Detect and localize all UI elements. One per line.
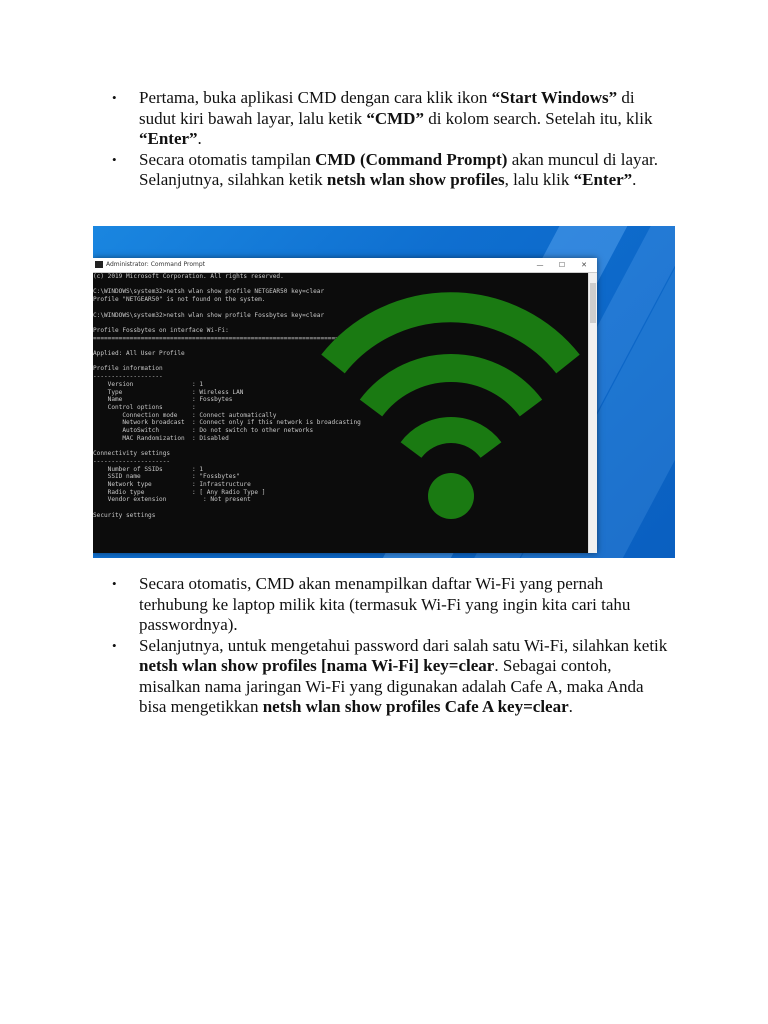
console-line: C:\WINDOWS\system32>netsh wlan show profile Fossbytes key=clear [93, 311, 325, 319]
bold-text: “Enter” [139, 129, 198, 148]
console-line: Network broadcast : Connect only if this network is broadcasting [93, 419, 361, 427]
body-text: Selanjutnya, untuk mengetahui password dari salah satu Wi-Fi, silahkan ketik [139, 635, 668, 655]
console-scrollbar[interactable] [588, 273, 597, 553]
wifi-arc-middle [371, 368, 531, 408]
console-line: --------------------- [93, 457, 171, 465]
console-line: Security settings [93, 511, 156, 519]
bullet-item [112, 636, 672, 718]
wifi-arc-inner [411, 430, 491, 450]
console-line: Vendor extension : Not present [93, 496, 251, 504]
console-line: Control options : [93, 403, 196, 411]
wifi-icon [313, 286, 583, 526]
body-text: Secara otomatis tampilan [139, 149, 316, 169]
body-text: . [197, 129, 202, 148]
bold-text: CMD (Command Prompt) [315, 149, 508, 169]
console-line: Profile "NETGEAR50" is not found on the system. [93, 296, 266, 304]
bold-text: netsh wlan show profiles [nama Wi-Fi] key=clear [139, 656, 495, 675]
console-line: Applied: All User Profile [93, 350, 185, 358]
console-line: Type : Wireless LAN [93, 388, 244, 396]
body-text: . Sebagai contoh, misalkan nama jaringan Wi-Fi yang digunakan adalah Cafe A, maka Anda bisa mengetikkan [139, 656, 644, 716]
close-button[interactable]: ✕ [581, 261, 587, 269]
console-line: Profile information [93, 365, 163, 373]
body-text: di sudut kiri bawah layar, lalu ketik [139, 88, 635, 128]
bullet-list-top [112, 88, 672, 191]
bold-text: netsh wlan show profiles [326, 170, 505, 189]
console-line: Radio type : [ Any Radio Type ] [93, 488, 266, 496]
body-text: di kolom search. Setelah itu, klik [423, 108, 653, 128]
bullet-item [112, 88, 672, 150]
bold-text: netsh wlan show profiles Cafe A key=clear [262, 697, 569, 716]
console-line: ------------------- [93, 373, 163, 381]
scrollbar-thumb[interactable] [590, 283, 596, 323]
bullet-dot: • [112, 576, 117, 591]
wifi-dot [428, 473, 474, 519]
minimize-button[interactable]: — [536, 261, 544, 269]
body-text: . [568, 697, 573, 716]
console-line: (c) 2019 Microsoft Corporation. All rights reserved. [93, 273, 284, 280]
bullet-item [112, 574, 672, 636]
cmd-screenshot [93, 226, 675, 558]
body-text: akan muncul di layar. Selanjutnya, silahkan ketik [139, 149, 659, 189]
body-text: Secara otomatis, CMD akan menampilkan daftar Wi-Fi yang pernah terhubung ke laptop milik kita (termasuk Wi-Fi yang ingin kita cari tahu passwordnya). [139, 574, 631, 634]
bullet-item [112, 150, 672, 191]
bullet-list-bottom [112, 574, 672, 718]
body-text: Pertama, buka aplikasi CMD dengan cara klik ikon [139, 88, 492, 107]
console-line: Connectivity settings [93, 450, 171, 458]
bold-text: “Start Windows” [491, 88, 618, 107]
console-line: MAC Randomization : Disabled [93, 434, 229, 442]
bullet-dot: • [112, 90, 117, 105]
console-line: Name : Fossbytes [93, 396, 233, 404]
bold-text: “Enter” [573, 170, 633, 189]
console-line: Connection mode : Connect automatically [93, 411, 277, 419]
console-line: Profile Fossbytes on interface Wi-Fi: [93, 326, 229, 334]
body-text: , lalu klik [504, 170, 574, 189]
console-line: SSID name : "Fossbytes" [93, 473, 240, 481]
bold-text: “CMD” [366, 108, 424, 128]
bullet-dot: • [112, 637, 117, 653]
maximize-button[interactable]: ☐ [558, 261, 566, 269]
console-line: C:\WINDOWS\system32>netsh wlan show profile NETGEAR50 key=clear [93, 288, 325, 296]
window-title: Administrator: Command Prompt [106, 261, 205, 268]
body-text: . [632, 170, 637, 189]
console-line: Number of SSIDs : 1 [93, 465, 204, 473]
console-line: ======================================================================= [93, 334, 354, 342]
window-titlebar[interactable] [93, 258, 597, 273]
terminal-icon [95, 261, 103, 268]
console-line: Version : 1 [93, 380, 204, 388]
bullet-dot: • [112, 151, 117, 167]
console-line: AutoSwitch : Do not switch to other networks [93, 427, 314, 435]
console-line: Network type : Infrastructure [93, 480, 251, 488]
